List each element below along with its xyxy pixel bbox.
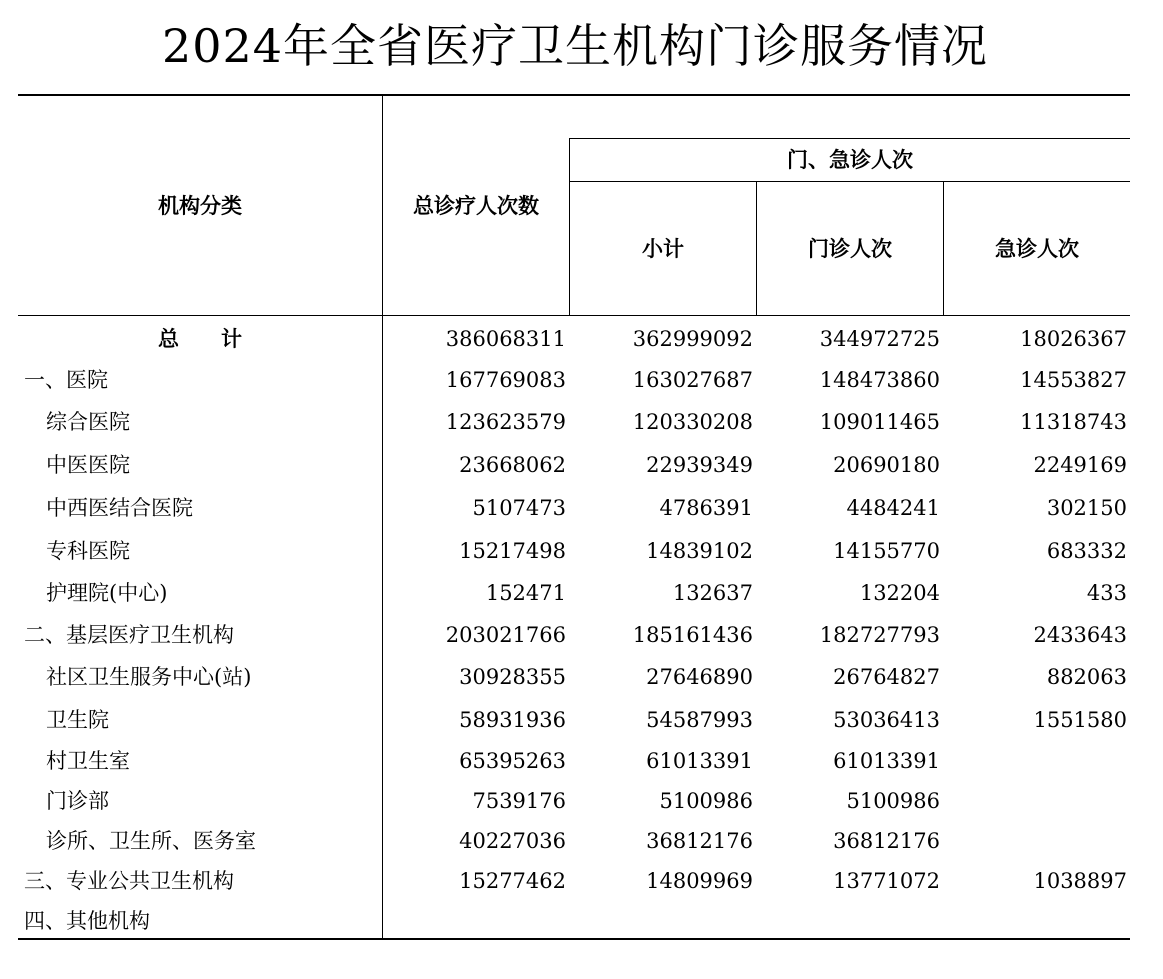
table-row-total: [0, 326, 1150, 352]
cell-total-visits: 123623579: [445, 410, 566, 434]
cell-subtotal: 61013391: [646, 749, 753, 773]
table-row: [0, 452, 1150, 478]
table-row: [0, 367, 1150, 393]
cell-outpatient: 26764827: [833, 665, 940, 689]
cell-emergency: 302150: [1046, 496, 1127, 520]
cell-emergency: 1038897: [1033, 869, 1127, 893]
row-label: 一、医院: [24, 368, 108, 392]
cell-subtotal: 120330208: [632, 410, 753, 434]
cell-total-visits: 5107473: [472, 496, 566, 520]
row-label: 卫生院: [46, 708, 109, 732]
cell-outpatient: 14155770: [833, 539, 940, 563]
cell-outpatient: 148473860: [819, 368, 940, 392]
table-row: [0, 409, 1150, 435]
cell-emergency: 2249169: [1033, 453, 1127, 477]
row-label: 门诊部: [46, 789, 109, 813]
cell-total-visits: 30928355: [459, 665, 566, 689]
cell-outpatient: 36812176: [833, 829, 940, 853]
cell-subtotal: 132637: [672, 581, 753, 605]
cell-outpatient: 4484241: [846, 496, 940, 520]
table-row: [0, 495, 1150, 521]
cell-total-visits: 167769083: [445, 368, 566, 392]
table-row: [0, 788, 1150, 814]
cell-outpatient: 5100986: [846, 789, 940, 813]
cell-emergency: 1551580: [1033, 708, 1127, 732]
table-row: [0, 868, 1150, 894]
cell-total-visits: 58931936: [459, 708, 566, 732]
header-category: 机构分类: [158, 193, 242, 218]
cell-total-visits: 65395263: [459, 749, 566, 773]
cell-outpatient: 182727793: [819, 623, 940, 647]
cell-total-visits: 15277462: [459, 869, 566, 893]
cell-total-visits: 40227036: [459, 829, 566, 853]
row-label: 村卫生室: [46, 749, 130, 773]
page-title: 2024年全省医疗卫生机构门诊服务情况: [161, 19, 989, 73]
row-label: 社区卫生服务中心(站): [46, 665, 252, 689]
cell-total-visits: 7539176: [472, 789, 566, 813]
cell-outpatient: 344972725: [819, 327, 940, 351]
cell-subtotal: 4786391: [659, 496, 753, 520]
cell-outpatient: 132204: [859, 581, 940, 605]
cell-subtotal: 14839102: [646, 539, 753, 563]
cell-subtotal: 362999092: [632, 327, 753, 351]
header-visits-group: 门、急诊人次: [787, 147, 913, 172]
cell-emergency: 14553827: [1020, 368, 1127, 392]
cell-total-visits: 15217498: [459, 539, 566, 563]
table-row: [0, 748, 1150, 774]
cell-subtotal: 27646890: [646, 665, 753, 689]
row-label: 三、专业公共卫生机构: [24, 869, 234, 893]
row-label: 总 计: [158, 326, 242, 351]
row-label: 中西医结合医院: [46, 496, 193, 520]
cell-total-visits: 386068311: [445, 327, 566, 351]
table-bottom-rule: [18, 938, 1130, 940]
cell-total-visits: 23668062: [459, 453, 566, 477]
header-bottom-rule: [18, 315, 1130, 316]
cell-emergency: 433: [1086, 581, 1127, 605]
header-outpatient: 门诊人次: [808, 236, 892, 261]
header-emergency: 急诊人次: [995, 236, 1079, 261]
row-label: 综合医院: [46, 410, 130, 434]
row-label: 专科医院: [46, 539, 130, 563]
cell-emergency: 18026367: [1020, 327, 1127, 351]
table-row: [0, 828, 1150, 854]
table-row: [0, 664, 1150, 690]
group-header-top-rule: [570, 138, 1130, 139]
cell-subtotal: 163027687: [632, 368, 753, 392]
cell-total-visits: 152471: [485, 581, 566, 605]
row-label: 诊所、卫生所、医务室: [46, 829, 256, 853]
cell-subtotal: 54587993: [646, 708, 753, 732]
row-label: 四、其他机构: [24, 909, 150, 933]
cell-outpatient: 20690180: [833, 453, 940, 477]
table-row: [0, 580, 1150, 606]
row-label: 护理院(中心): [46, 581, 168, 605]
cell-subtotal: 22939349: [646, 453, 753, 477]
header-total-visits: 总诊疗人次数: [413, 193, 539, 218]
table-top-rule: [18, 94, 1130, 96]
cell-subtotal: 14809969: [646, 869, 753, 893]
table-row: [0, 908, 1150, 934]
cell-outpatient: 109011465: [819, 410, 940, 434]
table-row: [0, 538, 1150, 564]
row-label: 二、基层医疗卫生机构: [24, 623, 234, 647]
cell-subtotal: 185161436: [632, 623, 753, 647]
cell-outpatient: 13771072: [833, 869, 940, 893]
table-row: [0, 707, 1150, 733]
header-subtotal: 小计: [642, 236, 684, 261]
cell-emergency: 11318743: [1020, 410, 1127, 434]
cell-total-visits: 203021766: [445, 623, 566, 647]
group-header-bottom-rule: [570, 181, 1130, 182]
cell-emergency: 882063: [1046, 665, 1127, 689]
table-row: [0, 622, 1150, 648]
cell-subtotal: 5100986: [659, 789, 753, 813]
cell-emergency: 683332: [1046, 539, 1127, 563]
cell-emergency: 2433643: [1033, 623, 1127, 647]
cell-subtotal: 36812176: [646, 829, 753, 853]
cell-outpatient: 61013391: [833, 749, 940, 773]
row-label: 中医医院: [46, 453, 130, 477]
cell-outpatient: 53036413: [833, 708, 940, 732]
